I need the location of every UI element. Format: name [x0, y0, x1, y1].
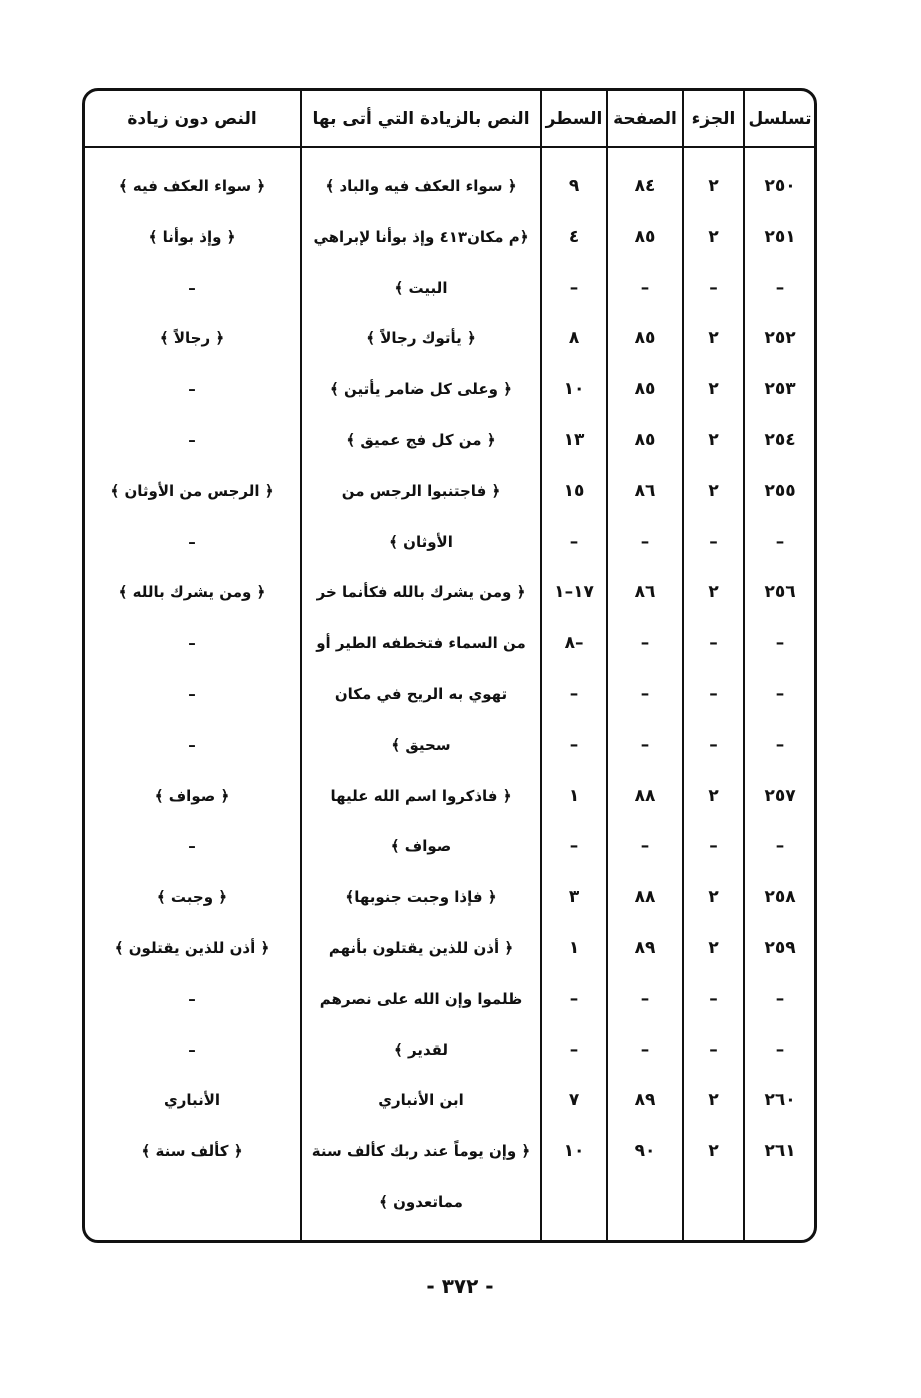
line-cell: ٨: [568, 328, 580, 348]
serial-cell: ٢٥٢: [764, 328, 796, 348]
page-cell: ٨٥: [634, 328, 656, 348]
text-without-addition-cell: –: [188, 685, 196, 703]
line-cell: –: [569, 532, 579, 552]
header-text-with-addition: النص بالزيادة التي أتى بها: [312, 109, 530, 129]
page-cell: –: [640, 989, 650, 1009]
serial-cell: –: [775, 836, 785, 856]
part-cell: ٢: [708, 582, 719, 602]
text-without-addition-cell: –: [188, 990, 196, 1008]
serial-cell: ٢٥٠: [764, 176, 796, 196]
line-cell: [542, 1182, 606, 1222]
line-cell: ١: [568, 786, 580, 806]
serial-cell: ٢٥٥: [764, 481, 796, 501]
header-serial: تسلسل: [748, 109, 812, 129]
page-cell: –: [640, 836, 650, 856]
page-cell: ٨٦: [634, 481, 656, 501]
text-with-addition-cell: ﴿م مكان٤١٣ وإذ بوأنا لإبراهي: [313, 228, 529, 246]
serial-cell: ٢٥٤: [764, 430, 796, 450]
text-with-addition-cell: ﴿ فاذكروا اسم الله عليها: [330, 787, 512, 805]
part-cell: ٢: [708, 887, 719, 907]
serial-cell: ٢٥٨: [764, 887, 796, 907]
serial-cell: –: [775, 278, 785, 298]
page-cell: ٩٠: [634, 1141, 656, 1161]
serial-cell: –: [775, 532, 785, 552]
serial-cell: –: [775, 633, 785, 653]
part-cell: –: [709, 735, 718, 755]
line-cell: ١٠: [563, 1141, 585, 1161]
page-cell: ٨٥: [634, 379, 656, 399]
text-with-addition-cell: الأوثان ﴾: [389, 533, 453, 551]
serial-cell: ٢٥٦: [764, 582, 796, 602]
text-without-addition-cell: ﴿ أذن للذين يقتلون ﴾: [114, 939, 270, 957]
page-cell: ٨٩: [634, 938, 656, 958]
part-cell: ٢: [708, 786, 719, 806]
serial-cell: –: [775, 1040, 785, 1060]
text-with-addition-cell: ﴿ يأتوك رجالاً ﴾: [366, 329, 476, 347]
part-cell: –: [709, 278, 718, 298]
serial-cell: ٢٦٠: [764, 1090, 796, 1110]
header-text-without-addition: النص دون زيادة: [127, 109, 257, 129]
line-cell: ١٥: [563, 481, 585, 501]
text-without-addition-cell: –: [188, 736, 196, 754]
text-with-addition-cell: ظلموا وإن الله على نصرهم: [319, 990, 523, 1008]
part-cell: –: [709, 1040, 718, 1060]
line-cell: –: [569, 278, 579, 298]
text-with-addition-cell: ﴿ سواء العكف فيه والباد ﴾: [325, 177, 517, 195]
text-without-addition-cell: ﴿ صواف ﴾: [154, 787, 230, 805]
text-with-addition-cell: البيت ﴾: [394, 279, 448, 297]
serial-cell: –: [775, 735, 785, 755]
text-with-addition-cell: ﴿ فإذا وجبت جنوبها﴾: [345, 888, 497, 906]
page-cell: –: [640, 633, 650, 653]
header-divider: [84, 146, 815, 148]
page-cell: –: [640, 1040, 650, 1060]
serial-cell: ٢٥٧: [764, 786, 796, 806]
part-cell: ٢: [708, 1141, 719, 1161]
serial-cell: ٢٥٣: [764, 379, 796, 399]
page-cell: ٨٤: [634, 176, 656, 196]
text-without-addition-cell: الأنباري: [163, 1091, 221, 1109]
line-cell: ١: [568, 938, 580, 958]
page-cell: –: [640, 278, 650, 298]
serial-cell: ٢٦١: [764, 1141, 796, 1161]
text-without-addition-cell: [84, 1182, 300, 1222]
text-without-addition-cell: –: [188, 279, 196, 297]
page-cell: –: [640, 684, 650, 704]
part-cell: ٢: [708, 379, 719, 399]
page-cell: [608, 1182, 682, 1222]
text-without-addition-cell: ﴿ وجبت ﴾: [156, 888, 228, 906]
text-without-addition-cell: –: [188, 837, 196, 855]
line-cell: –: [569, 684, 579, 704]
part-cell: ٢: [708, 328, 719, 348]
part-cell: –: [709, 836, 718, 856]
page-cell: ٨٥: [634, 430, 656, 450]
line-cell: –٨: [564, 633, 584, 653]
text-with-addition-cell: ﴿ من كل فج عميق ﴾: [346, 431, 496, 449]
part-cell: ٢: [708, 1090, 719, 1110]
line-cell: ١٧–١: [554, 582, 594, 602]
part-cell: [684, 1182, 743, 1222]
page-number: - ٣٧٢ -: [426, 1274, 494, 1298]
text-with-addition-cell: سحيق ﴾: [391, 736, 451, 754]
page-cell: ٨٨: [634, 786, 656, 806]
page-cell: ٨٩: [634, 1090, 656, 1110]
text-with-addition-cell: ﴿ ومن يشرك بالله فكأنما خر: [316, 583, 526, 601]
text-with-addition-cell: لقدير ﴾: [393, 1041, 449, 1059]
line-cell: ٤: [568, 227, 580, 247]
part-cell: ٢: [708, 227, 719, 247]
page-cell: ٨٦: [634, 582, 656, 602]
header-line: السطر: [545, 109, 603, 129]
part-cell: –: [709, 532, 718, 552]
part-cell: ٢: [708, 430, 719, 450]
part-cell: ٢: [708, 176, 719, 196]
part-cell: –: [709, 633, 718, 653]
text-without-addition-cell: –: [188, 431, 196, 449]
text-with-addition-cell: مماتعدون ﴾: [379, 1193, 463, 1211]
text-without-addition-cell: –: [188, 634, 196, 652]
text-with-addition-cell: ﴿ وإن يوماً عند ربك كألف سنة: [311, 1142, 531, 1160]
text-without-addition-cell: ﴿ رجالاً ﴾: [159, 329, 225, 347]
line-cell: ٣: [568, 887, 580, 907]
line-cell: –: [569, 989, 579, 1009]
text-with-addition-cell: تهوي به الريح في مكان: [334, 685, 508, 703]
page-cell: –: [640, 532, 650, 552]
part-cell: ٢: [708, 938, 719, 958]
line-cell: –: [569, 735, 579, 755]
text-without-addition-cell: –: [188, 533, 196, 551]
part-cell: ٢: [708, 481, 719, 501]
header-page: الصفحة: [613, 109, 677, 129]
text-with-addition-cell: ﴿ أذن للذين يقتلون بأنهم: [328, 939, 514, 957]
part-cell: –: [709, 989, 718, 1009]
text-with-addition-cell: من السماء فتخطفه الطير أو: [316, 634, 526, 652]
text-without-addition-cell: –: [188, 380, 196, 398]
text-with-addition-cell: ﴿ فاجتنبوا الرجس من: [341, 482, 501, 500]
text-without-addition-cell: ﴿ سواء العكف فيه ﴾: [118, 177, 266, 195]
line-cell: –: [569, 836, 579, 856]
text-with-addition-cell: ابن الأنباري: [378, 1091, 464, 1109]
serial-cell: –: [775, 989, 785, 1009]
text-with-addition-cell: ﴿ وعلى كل ضامر يأتين ﴾: [330, 380, 512, 398]
serial-cell: –: [775, 684, 785, 704]
page-cell: ٨٥: [634, 227, 656, 247]
text-without-addition-cell: ﴿ ومن يشرك بالله ﴾: [118, 583, 266, 601]
line-cell: –: [569, 1040, 579, 1060]
line-cell: ٧: [568, 1090, 580, 1110]
serial-cell: ٢٥١: [764, 227, 796, 247]
serial-cell: [745, 1182, 815, 1222]
part-cell: –: [709, 684, 718, 704]
text-without-addition-cell: ﴿ الرجس من الأوثان ﴾: [110, 482, 274, 500]
line-cell: ١٠: [563, 379, 585, 399]
line-cell: ٩: [568, 176, 580, 196]
page-cell: ٨٨: [634, 887, 656, 907]
text-with-addition-cell: صواف ﴾: [390, 837, 452, 855]
text-without-addition-cell: ﴿ كألف سنة ﴾: [141, 1142, 243, 1160]
text-without-addition-cell: ﴿ وإذ بوأنا ﴾: [148, 228, 236, 246]
line-cell: ١٣: [563, 430, 585, 450]
header-part: الجزء: [691, 109, 736, 129]
page-cell: –: [640, 735, 650, 755]
serial-cell: ٢٥٩: [764, 938, 796, 958]
text-without-addition-cell: –: [188, 1041, 196, 1059]
